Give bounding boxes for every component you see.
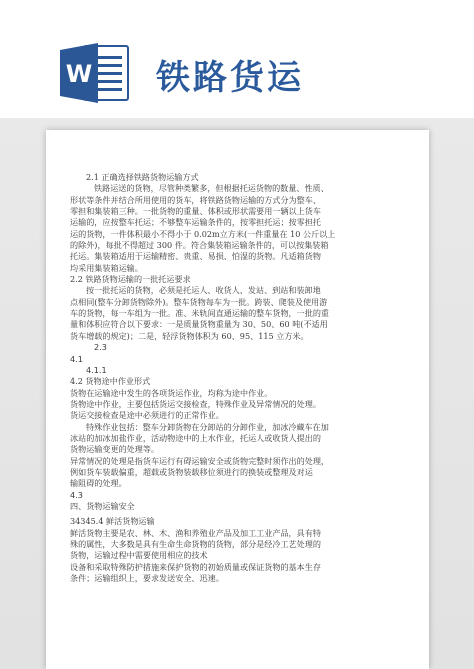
document-line: 4.3 xyxy=(70,489,83,500)
document-line: 车的货物，每一车组为一批。准、米轨间直通运输的整车货物，一批的重 xyxy=(70,308,330,319)
document-line: 点相同(整车分卸货物除外)。整车货物每车为一批。跨装、爬装及使用游 xyxy=(70,296,328,307)
word-icon-letter: W xyxy=(65,60,93,88)
document-line: 按一批托运的货物，必须是托运人、收货人、发站、到站和装卸地 xyxy=(86,285,321,296)
document-line: 货车增载的规定)；二是，轻浮货物体积为 60、95、115 立方米。 xyxy=(70,330,309,341)
document-line: 2.1 正确选择铁路货物运输方式 xyxy=(86,172,199,182)
document-line: 34345.4 鲜活货物运输 xyxy=(70,516,155,527)
document-line: 4.1 xyxy=(70,353,83,364)
document-line: 鲜活货物主要是农、林、木、渔和养殖业产品及加工工业产品，具有特 xyxy=(70,527,321,538)
document-line: 4.2 货物途中作业形式 xyxy=(70,376,151,387)
document-line: 货物途中作业，主要包括货运交接检查，特殊作业及异常情况的处理。 xyxy=(70,398,321,409)
document-line: 输阻碍的处理。 xyxy=(70,478,127,489)
document-line: 铁路运送的货物，尽管种类繁多，但根据托运货物的数量、性质、 xyxy=(94,183,329,194)
document-line: 4.1.1 xyxy=(86,364,107,375)
document-line: 运的货物，一件体积最小不得小于 0.02m立方米(一件重量在 10 公斤以上 xyxy=(70,228,336,239)
document-line: 条件；运输组织上，要求发送安全、迅速。 xyxy=(70,573,224,584)
page-title: 铁路货运 xyxy=(156,58,304,98)
document-line: 四、货物运输安全 xyxy=(70,500,135,511)
document-line: 均采用集装箱运输。 xyxy=(70,262,143,273)
document-line: 量和体积应符合以下要求：一是质量货物重量为 30、50、60 吨(不适用 xyxy=(70,319,328,330)
document-line: 货物，运输过程中需要使用相应的技术 xyxy=(70,550,208,561)
document-line: 货运交接检查是途中必须进行的正常作业。 xyxy=(70,410,224,421)
document-line: 的除外)，每批不得超过 300 件。符合集装箱运输条件的，可以按集装箱 xyxy=(70,240,329,251)
document-line: 2.2 铁路货物运输的一批托运要求 xyxy=(70,274,191,285)
document-line: 特殊作业包括：整车分卸货物在分卸站的分卸作业，加冰冷藏车在加 xyxy=(86,421,329,432)
word-document-icon xyxy=(58,40,130,106)
document-body xyxy=(70,172,406,584)
document-line: 零担和集装箱三种。一批货物的重量、体积或形状需要用一辆以上货车 xyxy=(70,206,321,217)
document-line: 托运。集装箱适用于运输精密、贵重、易损、怕湿的货物。凡适箱货物 xyxy=(70,251,321,262)
document-line: 2.3 xyxy=(94,342,107,353)
document-line: 形状等条件并结合所用使用的货车，将铁路货物运输的方式分为整车、 xyxy=(70,194,321,205)
document-line: 殊的属性，大多数是具有生命生命货物的货物，部分是经冷工艺处理的 xyxy=(70,539,321,549)
document-line: 异常情况的处理是指货车运行有碍运输安全或货物完整时须作出的处理， xyxy=(70,455,330,466)
document-line: 运输的，应按整车托运；不够整车运输条件的，按零担托运；按零担托 xyxy=(70,217,321,228)
document-line: 设备和采取特殊防护措施来保护货物的初始质量或保证货物的基本生存 xyxy=(70,561,321,572)
document-line: 货物在运输途中发生的各项货运作业，均称为途中作业。 xyxy=(70,387,273,398)
document-line: 货物运输变更的处理等。 xyxy=(70,444,160,455)
document-line: 例如货车装载偏重，超载或货物装载移位须进行的换装或整理及对运 xyxy=(70,466,313,477)
document-line: 冰站的加冰加盐作业，活动物途中的上水作业，托运人或收货人提出的 xyxy=(70,432,321,443)
